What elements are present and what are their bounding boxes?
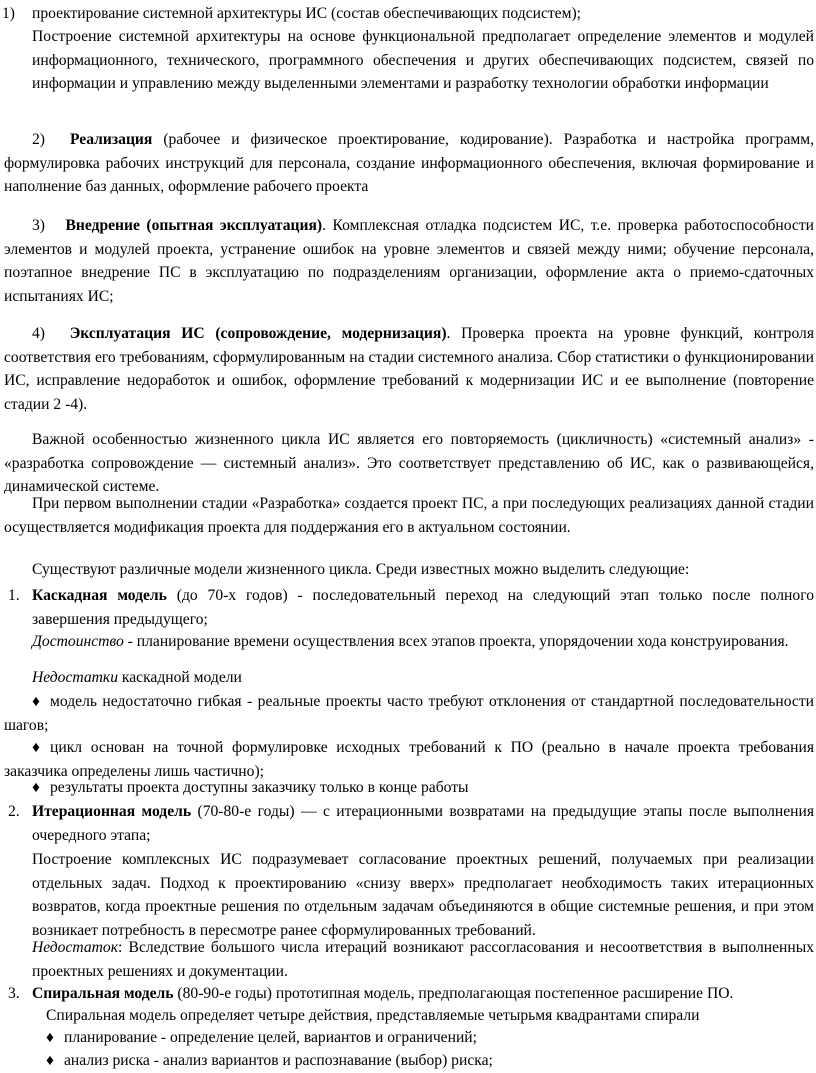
model-1-bullet-text: модель недостаточно гибкая - реальные проекты часто требуют отклонения от стандартной последовательности шагов; (4, 693, 814, 734)
model-2-number: 2. (8, 803, 20, 820)
stage-4-body: . Проверка проекта на уровне функций, контроля соответствия его требованиям, сформулированным на стадии системного анализа. Сбор статистики о функционировании ИС, исправление недоработок и ошибок, оформление требований к модернизации ИС и ее выполнение (повторение стадии 2 -4). (4, 325, 814, 413)
model-1-disadvantages (4, 666, 814, 690)
model-1-disadvantages-label: Недостатки (32, 669, 119, 686)
model-1-disadvantages-text: каскадной модели (118, 669, 242, 686)
model-1-number: 1. (8, 587, 20, 604)
model-3-bullet (46, 1049, 814, 1073)
diamond-bullet-icon: ♦ (32, 779, 40, 796)
stage-3-title: Внедрение (опытная эксплуатация) (65, 217, 323, 234)
diamond-bullet-icon: ♦ (32, 739, 40, 756)
model-3-title: Спиральная модель (32, 985, 174, 1002)
stage-3-body: . Комплексная отладка подсистем ИС, т.е. проверка работоспособности элементов и модулей проекта, устранение ошибок на уровне элементов и связей между ними; обучение персонала, поэтапное внедрение ПС в эксплуатацию по подразделениям организации, оформление акта о приемо-сдаточных испытаниях ИС; (4, 217, 814, 305)
model-1-bullet-text: цикл основан на точной формулировке исходных требований к ПО (реально в начале проекта требования заказчика определены лишь частично); (4, 739, 814, 780)
cycle-paragraph: Важной особенностью жизненного цикла ИС является его повторяемость (цикличность) «системный анализ» - «разработка сопровождение — системный анализ». Это соответствует представлению об ИС, как о развивающейся, динамической системе. (4, 431, 814, 495)
diamond-bullet-icon: ♦ (46, 1052, 54, 1069)
model-2-heading (4, 800, 814, 847)
stage-1-heading (4, 2, 814, 26)
model-2-disadvantage (32, 936, 814, 983)
model-1-heading (4, 584, 814, 631)
model-3-bullet-text: планирование - определение целей, вариантов и ограничений; (64, 1029, 477, 1046)
diamond-bullet-icon: ♦ (46, 1029, 54, 1046)
stage-4-title: Эксплуатация ИС (сопровождение, модернизация) (69, 325, 447, 342)
model-1-advantage-label: Достоинство (32, 633, 124, 650)
stage-1-number: 1) (2, 5, 15, 22)
stage-1-title: проектирование системной архитектуры ИС (состав обеспечивающих подсистем); (32, 5, 581, 22)
model-2-disadvantage-label: Недостаток (32, 939, 119, 956)
model-2-disadvantage-text: : Вследствие большого числа итераций возникают рассогласования и несоответствия в выполненных проектных решениях и документации. (32, 939, 814, 980)
model-1-bullet (4, 690, 814, 737)
model-3-heading (4, 982, 814, 1006)
models-intro-paragraph: Существуют различные модели жизненного цикла. Среди известных можно выделить следующие: (32, 561, 690, 578)
stage-2-title: Реализация (69, 131, 153, 148)
diamond-bullet-icon: ♦ (32, 693, 40, 710)
stage-3-paragraph (4, 214, 814, 308)
model-1-bullet (4, 776, 814, 800)
model-2-title: Итерационная модель (32, 803, 192, 820)
stage-2-number: 2) (32, 131, 45, 148)
stage-4-number: 4) (32, 325, 45, 342)
stage-1-text (32, 25, 814, 96)
model-1-bullet-text: результаты проекта доступны заказчику только в конце работы (50, 779, 469, 796)
first-run-paragraph: При первом выполнении стадии «Разработка» создается проект ПС, а при последующих реализациях данной стадии осуществляется модификация проекта для поддержания его в актуальном состоянии. (4, 495, 814, 536)
stage-1-body: Построение системной архитектуры на основе функциональной предполагает определение элементов и модулей информационного, технического, программного обеспечения и других обеспечивающих подсистем, связей по информации и управлению между выделенными элементами и разработку технологии обработки информации (32, 28, 814, 92)
model-2-paragraph: Построение комплексных ИС подразумевает согласование проектных решений, получаемых при реализации отдельных задач. Подход к проектированию «снизу вверх» предполагает необходимость таких итерационных возвратов, когда проектные решения по отдельным задачам объединяются в общие системные решения, и при этом возникает потребность в пересмотре ранее сформулированных требований. (32, 851, 814, 939)
model-1-advantage-text: - планирование времени осуществления всех этапов проекта, упорядочении хода конструирования. (123, 633, 789, 650)
model-1-advantage (4, 630, 814, 654)
model-3-bullet (46, 1026, 814, 1050)
model-3-paragraph: Спиральная модель определяет четыре действия, представляемые четырьмя квадрантами спирали (46, 1007, 700, 1024)
model-3-body: (80-90-е годы) прототипная модель, предполагающая постепенное расширение ПО. (173, 985, 734, 1002)
model-1-body: (до 70-х годов) - последовательный переход на следующий этап только после полного завершения предыдущего; (32, 587, 814, 628)
model-2-body: (70-80-е годы) — с итерационными возвратами на предыдущие этапы после выполнения очередного этапа; (32, 803, 814, 844)
stage-3-number: 3) (32, 217, 45, 234)
model-3-bullet-text: анализ риска - анализ вариантов и распознавание (выбор) риска; (64, 1052, 493, 1069)
stage-2-paragraph (4, 128, 814, 199)
model-3-number: 3. (8, 985, 20, 1002)
model-1-title: Каскадная модель (32, 587, 167, 604)
stage-2-body: (рабочее и физическое проектирование, кодирование). Разработка и настройка программ, формулировка рабочих инструкций для персонала, создание информационного обеспечения, включая формирование и наполнение баз данных, оформление рабочего проекта (4, 131, 814, 195)
stage-4-paragraph (4, 322, 814, 416)
